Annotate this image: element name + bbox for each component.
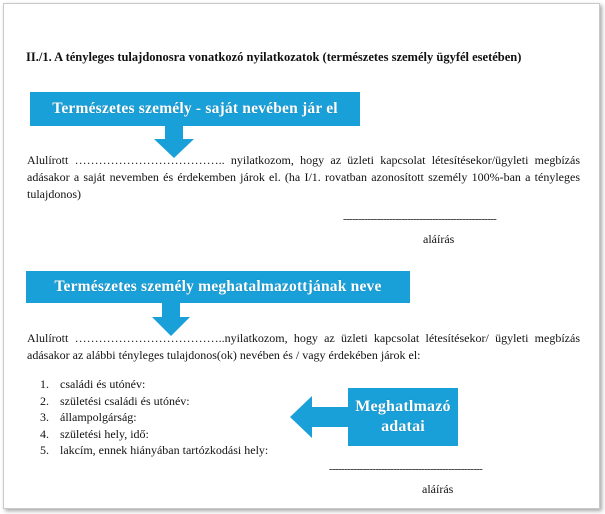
callout-own-behalf: Természetes személy - saját nevében jár el xyxy=(30,92,360,126)
signature-label: aláírás xyxy=(423,232,455,246)
list-item: 5. lakcím, ennek hiányában tartózkodási hely: xyxy=(40,443,269,457)
section-heading: II./1. A tényleges tulajdonosra vonatkozó nyilatkozatok (természetes személy ügyfél esetében) xyxy=(26,50,522,64)
signature-line: -------------------------------------------------- xyxy=(343,213,497,225)
signature-line: -------------------------------------------------- xyxy=(329,463,483,475)
list-item: 2. születési családi és utónév: xyxy=(40,393,190,408)
list-item: 3. állampolgárság: xyxy=(40,410,137,424)
signature-label: aláírás xyxy=(422,482,454,496)
owner-data-list xyxy=(40,376,268,459)
declaration-paragraph-own: Alulírott ……………………………….. nyilatkozom, hogy az üzleti kapcsolat létesítésekor/ügyleti megbízás adásakor a saját nevemben és érdekemben járok el. (ha I/1. rovatban azonosított személy 100%-ban a tényleges tulajdonos) xyxy=(27,153,580,201)
declaration-paragraph-representative: Alulírott ………………………………..nyilatkozom, hogy az üzleti kapcsolat létesítésekor/ ügyleti megbízás adásakor az alábbi tényleges tulajdonos(ok) nevében és / vagy érdekében járok el: xyxy=(27,331,580,362)
callout-authorized-representative: Természetes személy meghatalmazottjának neve xyxy=(26,271,410,303)
arrow-left-icon xyxy=(290,396,350,438)
list-item: 4. születési hely, idő: xyxy=(40,426,149,441)
list-item: 1. családi és utónév: xyxy=(40,377,146,391)
callout-principal-data: Meghatlmazó adatai xyxy=(348,388,458,446)
